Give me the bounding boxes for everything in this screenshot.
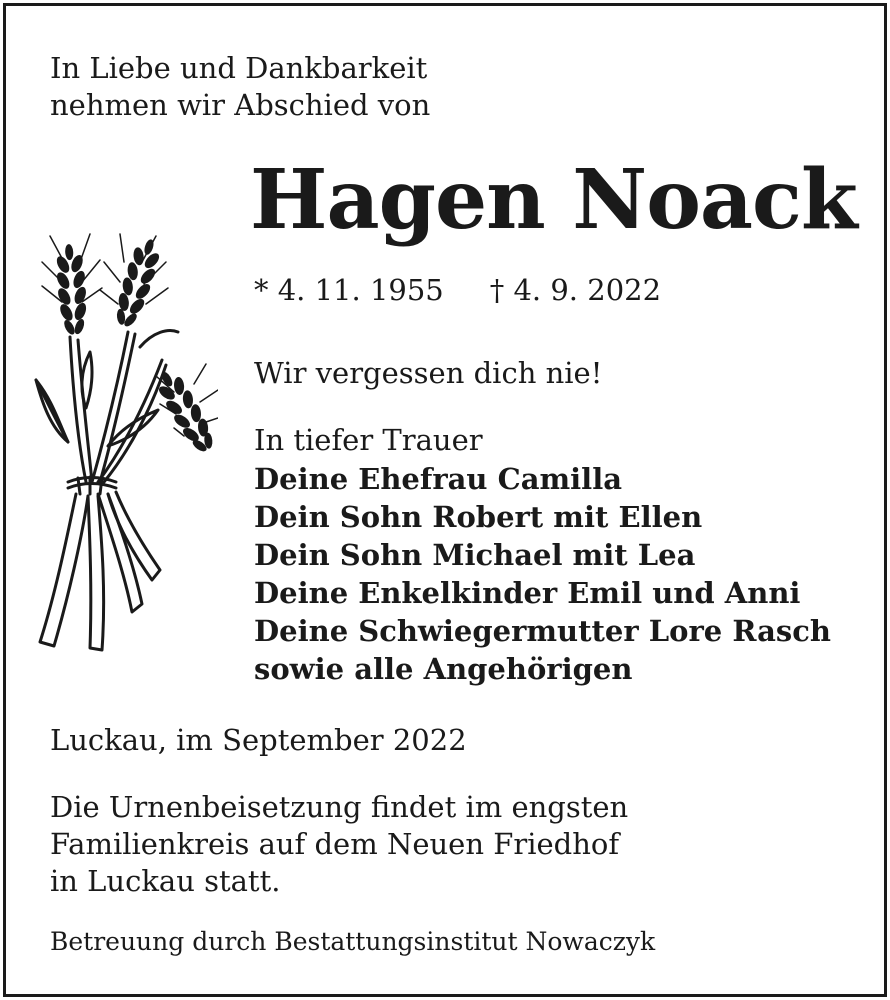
mourner-item: Dein Sohn Michael mit Lea	[254, 538, 696, 572]
burial-line-2: Familienkreis auf dem Neuen Friedhof	[50, 827, 620, 861]
undertaker-credit: Betreuung durch Bestattungsinstitut Nowaczyk	[50, 927, 656, 956]
deceased-name: Hagen Noack	[250, 152, 857, 248]
motto: Wir vergessen dich nie!	[254, 356, 603, 390]
mourners-intro: In tiefer Trauer	[254, 423, 483, 457]
mourner-item: Deine Schwiegermutter Lore Rasch	[254, 614, 831, 648]
mourners-list	[254, 460, 831, 688]
intro-line-2: nehmen wir Abschied von	[50, 88, 431, 122]
wheat-bundle-icon	[28, 232, 218, 662]
burial-line-3: in Luckau statt.	[50, 864, 281, 898]
intro-line-1: In Liebe und Dankbarkeit	[50, 51, 428, 85]
mourner-item: Dein Sohn Robert mit Ellen	[254, 500, 703, 534]
life-dates	[254, 272, 661, 309]
mourner-item: Deine Enkelkinder Emil und Anni	[254, 576, 801, 610]
death-date: † 4. 9. 2022	[489, 273, 662, 307]
burial-note	[50, 789, 628, 900]
mourner-item: Deine Ehefrau Camilla	[254, 462, 623, 496]
place-date: Luckau, im September 2022	[50, 723, 467, 757]
birth-date: * 4. 11. 1955	[254, 273, 444, 307]
mourner-item: sowie alle Angehörigen	[254, 652, 633, 686]
burial-line-1: Die Urnenbeisetzung findet im engsten	[50, 790, 629, 824]
intro-text	[50, 50, 430, 124]
